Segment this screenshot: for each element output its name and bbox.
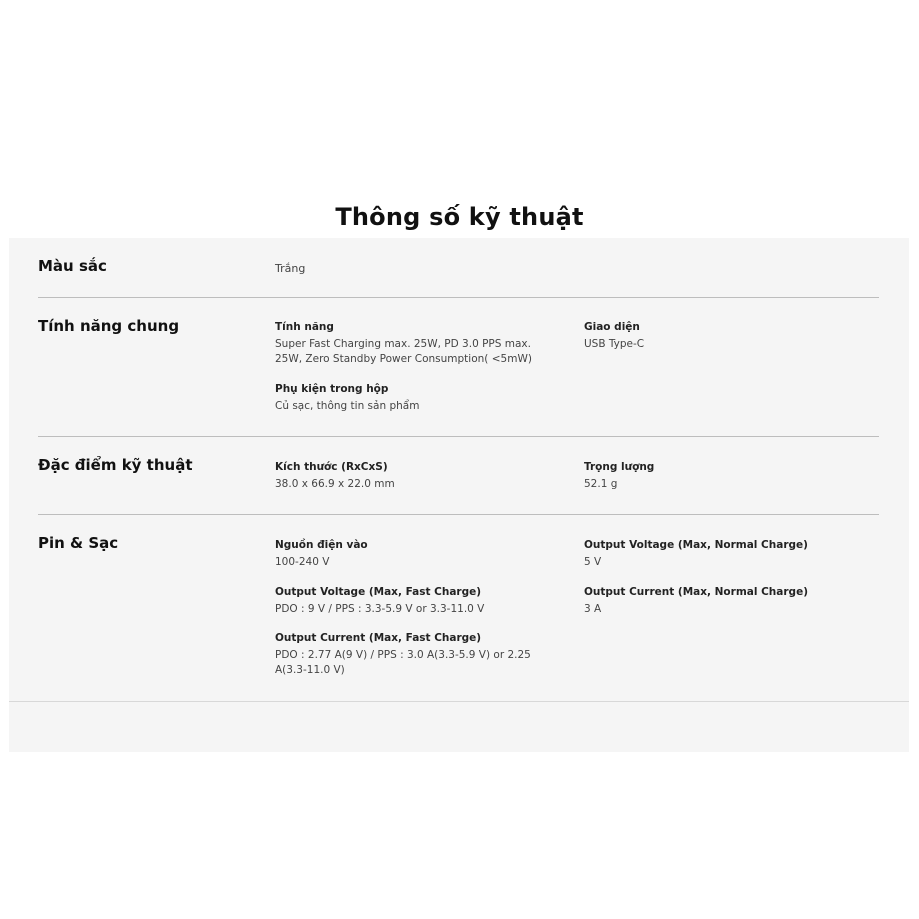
section-title-color: Màu sắc: [38, 257, 107, 275]
section-title-physical: Đặc điểm kỹ thuật: [38, 456, 193, 474]
spec-label: Giao diện: [584, 321, 640, 333]
spec-interface: [584, 320, 854, 352]
spec-label: Nguồn điện vào: [275, 539, 368, 551]
spec-value: 3 A: [584, 603, 602, 615]
spec-input: [275, 538, 545, 570]
spec-fast-current: [275, 631, 545, 678]
spec-label: Output Current (Max, Fast Charge): [275, 632, 482, 644]
spec-label: Output Voltage (Max, Fast Charge): [275, 586, 482, 598]
section-title-general: Tính năng chung: [38, 317, 180, 335]
spec-label: Output Current (Max, Normal Charge): [584, 586, 808, 598]
spec-dimensions: [275, 460, 545, 492]
section-title-power: Pin & Sạc: [38, 534, 119, 552]
color-value: Trắng: [275, 262, 306, 275]
spec-value: 52.1 g: [584, 478, 618, 490]
spec-value: 5 V: [584, 556, 602, 568]
spec-weight: [584, 460, 854, 492]
page-title: Thông số kỹ thuật: [335, 203, 584, 231]
spec-normal-current: [584, 585, 854, 617]
spec-value: PDO : 2.77 A(9 V) / PPS : 3.0 A(3.3-5.9 V) or 2.25 A(3.3-11.0 V): [275, 649, 531, 676]
spec-value: 38.0 x 66.9 x 22.0 mm: [275, 478, 395, 490]
spec-value: 100-240 V: [275, 556, 330, 568]
spec-value: USB Type-C: [584, 338, 645, 350]
spec-features: [275, 320, 550, 367]
spec-value: Super Fast Charging max. 25W, PD 3.0 PPS max. 25W, Zero Standby Power Consumption( <5mW): [275, 338, 532, 365]
spec-label: Tính năng: [275, 321, 334, 333]
spec-label: Phụ kiện trong hộp: [275, 383, 389, 395]
spec-value: Củ sạc, thông tin sản phẩm: [275, 400, 420, 412]
spec-label: Trọng lượng: [584, 461, 655, 473]
spec-normal-voltage: [584, 538, 854, 570]
spec-box-contents: [275, 382, 545, 414]
spec-label: Output Voltage (Max, Normal Charge): [584, 539, 808, 551]
divider: [38, 436, 879, 437]
divider: [38, 514, 879, 515]
divider: [38, 297, 879, 298]
spec-value: PDO : 9 V / PPS : 3.3-5.9 V or 3.3-11.0 V: [275, 603, 485, 615]
spec-label: Kích thước (RxCxS): [275, 461, 388, 473]
spec-fast-voltage: [275, 585, 545, 617]
divider: [9, 701, 909, 702]
